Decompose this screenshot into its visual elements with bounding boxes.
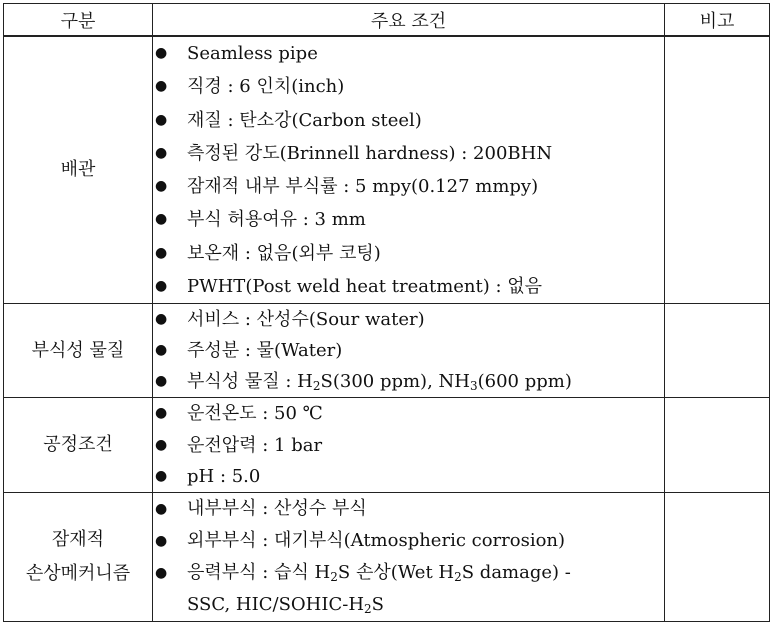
remarks-damage-mechanisms bbox=[665, 493, 770, 622]
bullet-icon: ● bbox=[155, 144, 168, 161]
bullet-icon: ● bbox=[155, 342, 168, 359]
remarks-process-conditions bbox=[665, 398, 770, 493]
bullet-icon: ● bbox=[155, 278, 168, 295]
bullet-icon: ● bbox=[155, 211, 168, 228]
row-corrosive-substance bbox=[4, 304, 770, 398]
list-item: ● 주성분 : 물(Water) bbox=[153, 335, 664, 366]
list-item: ● 직경 : 6 인치(inch) bbox=[153, 70, 664, 103]
category-line: 잠재적 bbox=[51, 529, 105, 551]
list-item: ● 재질 : 탄소강(Carbon steel) bbox=[153, 104, 664, 137]
header-category: 구분 bbox=[4, 4, 153, 37]
list-item-continuation: SSC, HIC/$SOHIC-H_2S$ bbox=[187, 594, 384, 617]
list-item: ● PWHT(Post weld heat treatment) : 없음 bbox=[153, 270, 664, 303]
bullet-icon: ● bbox=[155, 565, 168, 582]
list-item: ● 응력부식 : 습식 $H_2S$ 손상(Wet $H_2S$ damage) - bbox=[153, 557, 664, 589]
bullet-icon: ● bbox=[155, 373, 168, 390]
list-item: ● Seamless pipe bbox=[153, 37, 664, 70]
bullet-icon: ● bbox=[155, 78, 168, 95]
bullet-icon: ● bbox=[155, 45, 168, 61]
category-piping: 배관 bbox=[4, 36, 153, 304]
list-item: ● 부식 허용여유 : 3 mm bbox=[153, 203, 664, 236]
bullet-icon: ● bbox=[155, 436, 168, 453]
specification-table bbox=[3, 3, 770, 622]
remarks-piping bbox=[665, 36, 770, 304]
row-piping bbox=[4, 36, 770, 304]
category-damage-mechanisms bbox=[4, 493, 153, 622]
bullet-icon: ● bbox=[155, 533, 168, 550]
bullet-icon: ● bbox=[155, 244, 168, 261]
header-remarks: 비고 bbox=[665, 4, 770, 37]
bullet-icon: ● bbox=[155, 501, 168, 518]
list-item: ● 부식성 물질 : $H_2S(300$ ppm), $NH_3(600$ ppm) bbox=[153, 366, 664, 397]
row-process-conditions bbox=[4, 398, 770, 493]
bullet-icon: ● bbox=[155, 178, 168, 195]
list-item: ● pH : 5.0 bbox=[153, 461, 664, 492]
header-conditions: 주요 조건 bbox=[153, 4, 665, 37]
list-item: ● 내부부식 : 산성수 부식 bbox=[153, 493, 664, 525]
list-item: ● 잠재적 내부 부식률 : 5 mpy(0.127 mmpy) bbox=[153, 170, 664, 203]
header-row bbox=[4, 4, 770, 37]
conditions-damage-mechanisms bbox=[153, 493, 665, 622]
list-item: ● 운전온도 : 50 ℃ bbox=[153, 398, 664, 429]
bullet-icon: ● bbox=[155, 405, 168, 422]
category-corrosive-substance: 부식성 물질 bbox=[4, 304, 153, 398]
list-item: ● 보온재 : 없음(외부 코팅) bbox=[153, 237, 664, 270]
bullet-icon: ● bbox=[155, 111, 168, 128]
bullet-icon: ● bbox=[155, 467, 168, 484]
category-line: 손상메커니즘 bbox=[25, 563, 131, 585]
remarks-corrosive-substance bbox=[665, 304, 770, 398]
category-process-conditions: 공정조건 bbox=[4, 398, 153, 493]
list-item: ● 측정된 강도(Brinnell hardness) : 200BHN bbox=[153, 137, 664, 170]
list-item: ● 외부부식 : 대기부식(Atmospheric corrosion) bbox=[153, 525, 664, 557]
conditions-process bbox=[153, 398, 665, 493]
list-item: ● 운전압력 : 1 bar bbox=[153, 430, 664, 461]
conditions-piping bbox=[153, 36, 665, 304]
bullet-icon: ● bbox=[155, 311, 168, 328]
list-item: ● 서비스 : 산성수(Sour water) bbox=[153, 304, 664, 335]
conditions-corrosive-substance bbox=[153, 304, 665, 398]
row-damage-mechanisms bbox=[4, 493, 770, 622]
